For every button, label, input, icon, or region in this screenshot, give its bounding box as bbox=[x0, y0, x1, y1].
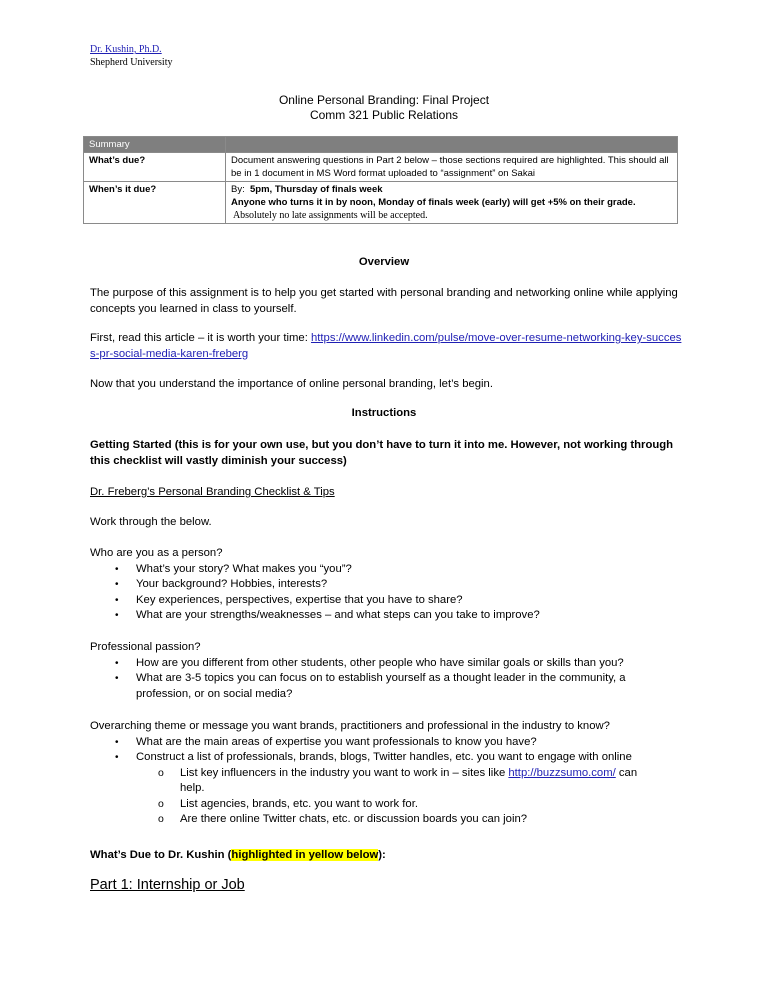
list-item: • What are your strengths/weaknesses – and what steps can you take to improve? bbox=[90, 608, 690, 624]
when-due-label: When’s it due? bbox=[84, 182, 226, 224]
bullet-icon: • bbox=[115, 610, 119, 621]
sub-bullet-icon: o bbox=[158, 797, 164, 810]
highlight-note: highlighted in yellow below bbox=[231, 849, 379, 861]
getting-started-text: Getting Started (this is for your own use, but you don’t have to turn it into me. However, not working through this checklist will vastly diminish your success) bbox=[90, 439, 674, 467]
section-passion bbox=[90, 640, 690, 702]
list-item: • How are you different from other students, other people who have similar goals or skills than you? bbox=[90, 656, 690, 672]
whats-due-label: What’s due? bbox=[84, 153, 226, 182]
sub-bullet-icon: o bbox=[158, 813, 164, 825]
whats-due-value: Document answering questions in Part 2 below – those sections required are highlighted. This should all be in 1 document in MS Word format uploaded to “assignment” on Sakai bbox=[226, 153, 678, 182]
theme-sub-list bbox=[90, 766, 690, 828]
list-item: • Construct a list of professionals, brands, blogs, Twitter handles, etc. you want to engage with online bbox=[90, 750, 690, 766]
early-bonus: Anyone who turns it in by noon, Monday of finals week (early) will get +5% on their grade. bbox=[231, 197, 636, 208]
list-item: • Key experiences, perspectives, expertise that you have to share? bbox=[90, 593, 690, 609]
overview-heading: Overview bbox=[358, 256, 410, 268]
list-item: • What are the main areas of expertise you want professionals to know you have? bbox=[90, 735, 690, 751]
list-item: o Are there online Twitter chats, etc. or discussion boards you can join? bbox=[90, 812, 690, 828]
article-link[interactable]: https://www.linkedin.com/pulse/move-over-resume-networking-key-success-pr-social-media-karen-freberg bbox=[90, 332, 682, 360]
list-item: • What are 3-5 topics you can focus on to establish yourself as a thought leader in the community, a profession, or on social media? bbox=[115, 672, 626, 700]
overview-paragraph-2 bbox=[90, 331, 684, 362]
bullet-icon: • bbox=[115, 594, 119, 606]
document-title: Online Personal Branding: Final Project bbox=[278, 93, 490, 107]
question-theme: Overarching theme or message you want brands, practitioners and professional in the industry to know? bbox=[90, 720, 610, 732]
article-intro: First, read this article – it is worth your time: bbox=[90, 332, 311, 344]
bullet-icon: • bbox=[115, 579, 119, 590]
checklist-title: Dr. Freberg’s Personal Branding Checklist & Tips bbox=[90, 486, 335, 498]
section-person bbox=[90, 546, 690, 624]
whats-due-heading: What’s Due to Dr. Kushin (highlighted in yellow below): bbox=[90, 849, 386, 861]
when-due-value bbox=[226, 182, 678, 224]
course-title: Comm 321 Public Relations bbox=[309, 108, 459, 122]
summary-row-when-due bbox=[84, 182, 678, 224]
author-name: Dr. Kushin, Ph.D. bbox=[90, 44, 162, 55]
university-name: Shepherd University bbox=[90, 57, 173, 68]
overview-paragraph-3: Now that you understand the importance of online personal branding, let’s begin. bbox=[90, 378, 493, 390]
summary-row-whats-due bbox=[84, 153, 678, 182]
bullet-icon: • bbox=[115, 752, 119, 763]
list-item: • Your background? Hobbies, interests? bbox=[90, 577, 690, 593]
bullet-icon: • bbox=[115, 657, 119, 669]
part-1-heading: Part 1: Internship or Job bbox=[90, 877, 245, 893]
list-item: o List agencies, brands, etc. you want to work for. bbox=[90, 797, 690, 813]
overview-paragraph-1: The purpose of this assignment is to help you get started with personal branding and networking online while applying concepts you learned in class to yourself. bbox=[90, 287, 678, 315]
bullet-icon: • bbox=[115, 563, 119, 575]
work-through-text: Work through the below. bbox=[90, 516, 212, 528]
by-prefix: By: bbox=[231, 184, 251, 195]
theme-list bbox=[90, 735, 690, 766]
passion-list bbox=[90, 656, 690, 703]
bullet-icon: • bbox=[115, 736, 119, 748]
late-policy: Absolutely no late assignments will be accepted. bbox=[231, 210, 428, 221]
summary-table bbox=[83, 136, 678, 224]
sub-bullet-icon: o bbox=[158, 766, 164, 779]
instructions-heading: Instructions bbox=[351, 407, 417, 419]
person-list bbox=[90, 562, 690, 624]
list-item: • What’s your story? What makes you “you”? bbox=[90, 562, 690, 578]
summary-table-header-row bbox=[84, 137, 678, 153]
section-theme bbox=[90, 719, 690, 828]
question-passion: Professional passion? bbox=[90, 641, 201, 653]
summary-heading: Summary bbox=[84, 137, 226, 153]
bullet-icon: • bbox=[115, 673, 119, 684]
buzzsumo-link[interactable]: http://buzzsumo.com/ bbox=[508, 766, 616, 779]
due-date: 5pm, Thursday of finals week bbox=[250, 184, 383, 195]
question-person: Who are you as a person? bbox=[90, 547, 223, 559]
summary-heading-empty bbox=[226, 137, 678, 153]
list-item: o List key influencers in the industry you want to work in – sites like http://buzzsumo.com/ can help. bbox=[158, 766, 638, 794]
